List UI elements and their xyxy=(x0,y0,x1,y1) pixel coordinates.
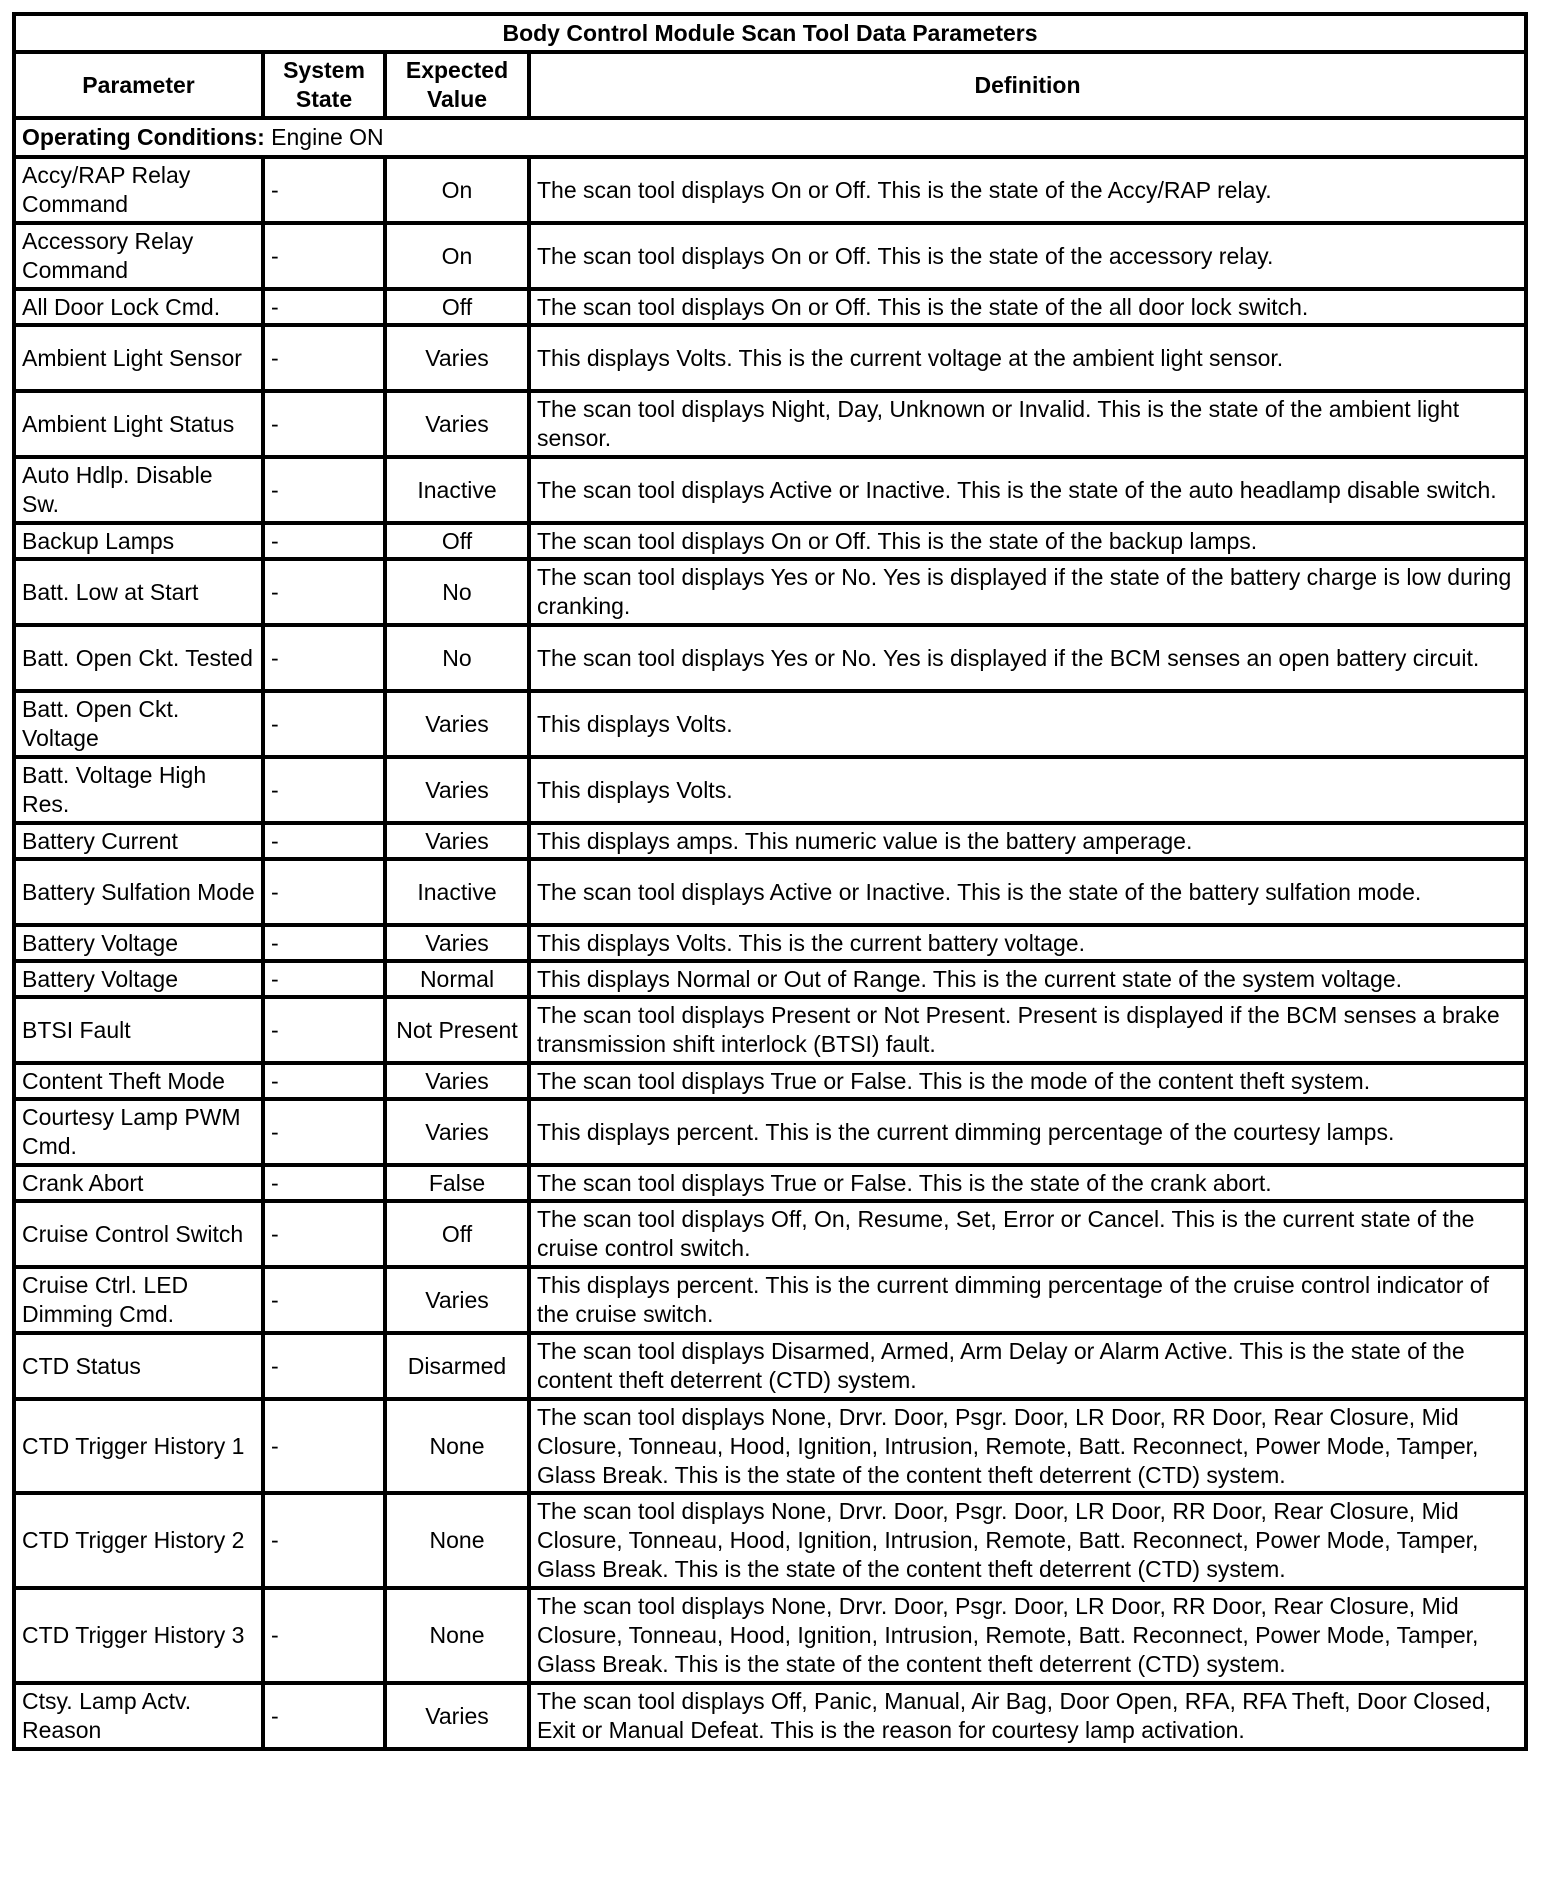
table-row xyxy=(14,1063,1526,1099)
definition-cell: This displays Volts. xyxy=(529,691,1526,757)
definition-cell: This displays Volts. This is the current battery voltage. xyxy=(529,925,1526,961)
parameter-cell: Backup Lamps xyxy=(14,523,263,559)
operating-conditions-row xyxy=(14,118,1526,157)
table-row xyxy=(14,625,1526,691)
parameter-cell: Battery Voltage xyxy=(14,925,263,961)
parameter-cell: Battery Voltage xyxy=(14,961,263,997)
expected-value-cell: Varies xyxy=(385,823,529,859)
table-row xyxy=(14,1399,1526,1493)
expected-value-cell: Varies xyxy=(385,1099,529,1165)
system-state-cell: - xyxy=(263,757,385,823)
parameter-cell: BTSI Fault xyxy=(14,997,263,1063)
system-state-cell: - xyxy=(263,391,385,457)
system-state-cell: - xyxy=(263,961,385,997)
parameter-cell: CTD Status xyxy=(14,1333,263,1399)
expected-value-cell: On xyxy=(385,223,529,289)
column-header-system-state: System State xyxy=(263,52,385,118)
definition-cell: The scan tool displays Present or Not Present. Present is displayed if the BCM senses a brake transmission shift interlock (BTSI) fault. xyxy=(529,997,1526,1063)
table-row xyxy=(14,691,1526,757)
expected-value-cell: Off xyxy=(385,289,529,325)
table-row xyxy=(14,1683,1526,1749)
system-state-cell: - xyxy=(263,157,385,223)
parameter-cell: Batt. Open Ckt. Tested xyxy=(14,625,263,691)
system-state-cell: - xyxy=(263,859,385,925)
expected-value-cell: No xyxy=(385,625,529,691)
system-state-cell: - xyxy=(263,1333,385,1399)
parameter-cell: Battery Sulfation Mode xyxy=(14,859,263,925)
table-row xyxy=(14,223,1526,289)
table-row xyxy=(14,289,1526,325)
system-state-cell: - xyxy=(263,559,385,625)
system-state-cell: - xyxy=(263,1099,385,1165)
expected-value-cell: Varies xyxy=(385,925,529,961)
table-row xyxy=(14,457,1526,523)
expected-value-cell: Varies xyxy=(385,325,529,391)
definition-cell: The scan tool displays Off, Panic, Manual, Air Bag, Door Open, RFA, RFA Theft, Door Closed, Exit or Manual Defeat. This is the reason for courtesy lamp activation. xyxy=(529,1683,1526,1749)
definition-cell: The scan tool displays True or False. This is the state of the crank abort. xyxy=(529,1165,1526,1201)
column-header-row xyxy=(14,52,1526,118)
system-state-cell: - xyxy=(263,823,385,859)
definition-cell: This displays Volts. xyxy=(529,757,1526,823)
system-state-cell: - xyxy=(263,1683,385,1749)
column-header-parameter: Parameter xyxy=(14,52,263,118)
table-row xyxy=(14,157,1526,223)
definition-cell: The scan tool displays None, Drvr. Door, Psgr. Door, LR Door, RR Door, Rear Closure, Mid Closure, Tonneau, Hood, Ignition, Intrusion, Remote, Batt. Reconnect, Power Mode, Tamper, Glass Break. This is the state of the content theft deterrent (CTD) system. xyxy=(529,1493,1526,1588)
expected-value-cell: None xyxy=(385,1493,529,1588)
definition-cell: This displays percent. This is the current dimming percentage of the courtesy lamps. xyxy=(529,1099,1526,1165)
system-state-cell: - xyxy=(263,1201,385,1267)
operating-conditions-value: Engine ON xyxy=(264,124,384,150)
system-state-cell: - xyxy=(263,997,385,1063)
column-header-definition: Definition xyxy=(529,52,1526,118)
definition-cell: The scan tool displays Disarmed, Armed, Arm Delay or Alarm Active. This is the state of the content theft deterrent (CTD) system. xyxy=(529,1333,1526,1399)
expected-value-cell: Normal xyxy=(385,961,529,997)
expected-value-cell: None xyxy=(385,1399,529,1493)
definition-cell: This displays percent. This is the current dimming percentage of the cruise control indicator of the cruise switch. xyxy=(529,1267,1526,1333)
table-row xyxy=(14,1333,1526,1399)
parameter-cell: Content Theft Mode xyxy=(14,1063,263,1099)
definition-cell: The scan tool displays Yes or No. Yes is displayed if the BCM senses an open battery circuit. xyxy=(529,625,1526,691)
parameter-cell: All Door Lock Cmd. xyxy=(14,289,263,325)
system-state-cell: - xyxy=(263,457,385,523)
expected-value-cell: Varies xyxy=(385,691,529,757)
system-state-cell: - xyxy=(263,289,385,325)
table-row xyxy=(14,1099,1526,1165)
system-state-cell: - xyxy=(263,1399,385,1493)
table-title-row xyxy=(14,14,1526,52)
table-row xyxy=(14,757,1526,823)
definition-cell: The scan tool displays Active or Inactive. This is the state of the auto headlamp disable switch. xyxy=(529,457,1526,523)
system-state-cell: - xyxy=(263,523,385,559)
parameter-cell: Accessory Relay Command xyxy=(14,223,263,289)
system-state-cell: - xyxy=(263,1267,385,1333)
table-row xyxy=(14,925,1526,961)
parameter-cell: CTD Trigger History 3 xyxy=(14,1588,263,1683)
expected-value-cell: Inactive xyxy=(385,859,529,925)
table-row xyxy=(14,1201,1526,1267)
table-row xyxy=(14,523,1526,559)
definition-cell: This displays Normal or Out of Range. This is the current state of the system voltage. xyxy=(529,961,1526,997)
parameter-cell: Auto Hdlp. Disable Sw. xyxy=(14,457,263,523)
table-row xyxy=(14,823,1526,859)
expected-value-cell: Off xyxy=(385,523,529,559)
expected-value-cell: False xyxy=(385,1165,529,1201)
parameter-cell: Ambient Light Sensor xyxy=(14,325,263,391)
system-state-cell: - xyxy=(263,1493,385,1588)
definition-cell: The scan tool displays On or Off. This is the state of the backup lamps. xyxy=(529,523,1526,559)
definition-cell: The scan tool displays Active or Inactive. This is the state of the battery sulfation mode. xyxy=(529,859,1526,925)
table-row xyxy=(14,1267,1526,1333)
parameter-cell: Cruise Control Switch xyxy=(14,1201,263,1267)
scan-tool-data-table xyxy=(12,12,1528,1751)
expected-value-cell: Varies xyxy=(385,1683,529,1749)
parameter-cell: CTD Trigger History 2 xyxy=(14,1493,263,1588)
expected-value-cell: Disarmed xyxy=(385,1333,529,1399)
table-row xyxy=(14,1165,1526,1201)
expected-value-cell: No xyxy=(385,559,529,625)
parameter-cell: Courtesy Lamp PWM Cmd. xyxy=(14,1099,263,1165)
definition-cell: The scan tool displays True or False. This is the mode of the content theft system. xyxy=(529,1063,1526,1099)
table-row xyxy=(14,559,1526,625)
definition-cell: The scan tool displays On or Off. This is the state of the Accy/RAP relay. xyxy=(529,157,1526,223)
table-row xyxy=(14,997,1526,1063)
expected-value-cell: On xyxy=(385,157,529,223)
table-row xyxy=(14,1588,1526,1683)
parameter-cell: Ctsy. Lamp Actv. Reason xyxy=(14,1683,263,1749)
expected-value-cell: Varies xyxy=(385,757,529,823)
table-row xyxy=(14,391,1526,457)
system-state-cell: - xyxy=(263,1588,385,1683)
expected-value-cell: Varies xyxy=(385,1267,529,1333)
table-row xyxy=(14,961,1526,997)
expected-value-cell: Off xyxy=(385,1201,529,1267)
parameter-cell: Batt. Open Ckt. Voltage xyxy=(14,691,263,757)
definition-cell: This displays Volts. This is the current voltage at the ambient light sensor. xyxy=(529,325,1526,391)
definition-cell: This displays amps. This numeric value is the battery amperage. xyxy=(529,823,1526,859)
expected-value-cell: Varies xyxy=(385,1063,529,1099)
definition-cell: The scan tool displays On or Off. This is the state of the accessory relay. xyxy=(529,223,1526,289)
table-row xyxy=(14,325,1526,391)
operating-conditions-label: Operating Conditions: xyxy=(22,124,265,150)
definition-cell: The scan tool displays Night, Day, Unknown or Invalid. This is the state of the ambient light sensor. xyxy=(529,391,1526,457)
definition-cell: The scan tool displays Yes or No. Yes is displayed if the state of the battery charge is low during cranking. xyxy=(529,559,1526,625)
definition-cell: The scan tool displays None, Drvr. Door, Psgr. Door, LR Door, RR Door, Rear Closure, Mid Closure, Tonneau, Hood, Ignition, Intrusion, Remote, Batt. Reconnect, Power Mode, Tamper, Glass Break. This is the state of the content theft deterrent (CTD) system. xyxy=(529,1588,1526,1683)
parameter-cell: Accy/RAP Relay Command xyxy=(14,157,263,223)
system-state-cell: - xyxy=(263,1165,385,1201)
table-row xyxy=(14,1493,1526,1588)
system-state-cell: - xyxy=(263,925,385,961)
parameter-cell: Cruise Ctrl. LED Dimming Cmd. xyxy=(14,1267,263,1333)
parameter-cell: Batt. Low at Start xyxy=(14,559,263,625)
parameter-cell: Crank Abort xyxy=(14,1165,263,1201)
column-header-expected-value: Expected Value xyxy=(385,52,529,118)
parameter-cell: Ambient Light Status xyxy=(14,391,263,457)
expected-value-cell: Not Present xyxy=(385,997,529,1063)
table-title: Body Control Module Scan Tool Data Parameters xyxy=(14,14,1526,52)
parameter-cell: Battery Current xyxy=(14,823,263,859)
expected-value-cell: Inactive xyxy=(385,457,529,523)
definition-cell: The scan tool displays None, Drvr. Door, Psgr. Door, LR Door, RR Door, Rear Closure, Mid Closure, Tonneau, Hood, Ignition, Intrusion, Remote, Batt. Reconnect, Power Mode, Tamper, Glass Break. This is the state of the content theft deterrent (CTD) system. xyxy=(529,1399,1526,1493)
parameter-cell: CTD Trigger History 1 xyxy=(14,1399,263,1493)
system-state-cell: - xyxy=(263,625,385,691)
system-state-cell: - xyxy=(263,223,385,289)
system-state-cell: - xyxy=(263,325,385,391)
system-state-cell: - xyxy=(263,691,385,757)
definition-cell: The scan tool displays Off, On, Resume, Set, Error or Cancel. This is the current state of the cruise control switch. xyxy=(529,1201,1526,1267)
definition-cell: The scan tool displays On or Off. This is the state of the all door lock switch. xyxy=(529,289,1526,325)
table-row xyxy=(14,859,1526,925)
expected-value-cell: None xyxy=(385,1588,529,1683)
expected-value-cell: Varies xyxy=(385,391,529,457)
parameter-cell: Batt. Voltage High Res. xyxy=(14,757,263,823)
operating-conditions xyxy=(14,118,1526,157)
system-state-cell: - xyxy=(263,1063,385,1099)
